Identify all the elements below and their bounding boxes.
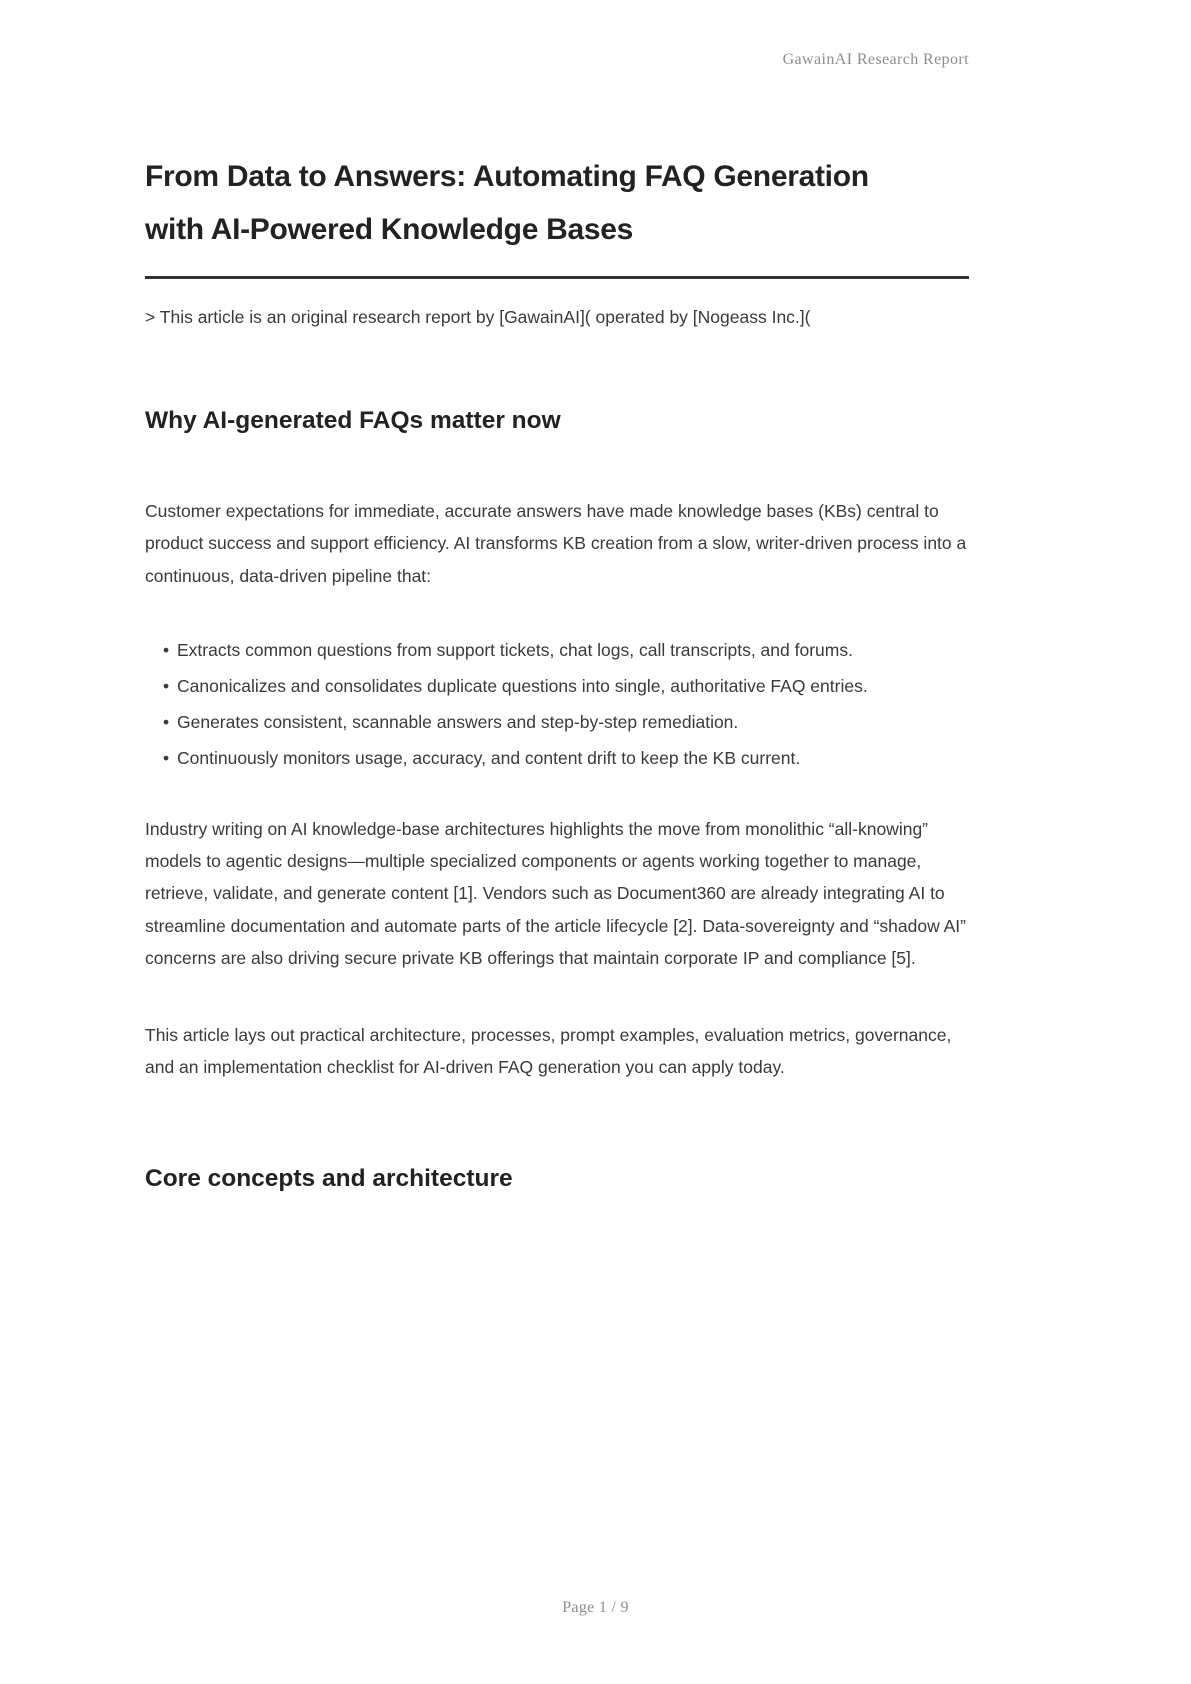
title-divider	[145, 276, 969, 279]
list-item: • Canonicalizes and consolidates duplicate questions into single, authoritative FAQ entries.	[163, 670, 969, 702]
section-heading-core-concepts: Core concepts and architecture	[145, 1165, 513, 1193]
pipeline-bullet-list	[145, 634, 969, 774]
list-item: • Continuously monitors usage, accuracy, and content drift to keep the KB current.	[163, 742, 969, 774]
article-title: From Data to Answers: Automating FAQ Generation with AI-Powered Knowledge Bases	[145, 160, 869, 246]
section-heading-why-faqs-matter: Why AI-generated FAQs matter now	[145, 407, 561, 434]
list-item: • Extracts common questions from support tickets, chat logs, call transcripts, and forums.	[163, 634, 969, 666]
page-header	[0, 0, 1191, 70]
industry-paragraph: Industry writing on AI knowledge-base architectures highlights the move from monolithic “all-knowing” models to agentic designs—multiple specialized components or agents working together to manage, retrieve, validate, and generate content [1]. Vendors such as Document360 are already integrating AI to streamline documentation and automate parts of the article lifecycle [2]. Data-sovereignty and “shadow AI” concerns are also driving secure private KB offerings that maintain corporate IP and compliance [5].	[145, 818, 966, 969]
article-content	[145, 150, 969, 1197]
page-number-label: Page 1 / 9	[562, 1599, 629, 1616]
report-title-label: GawainAI Research Report	[782, 51, 969, 68]
intro-paragraph: Customer expectations for immediate, accurate answers have made knowledge bases (KBs) central to product success and support efficiency. AI transforms KB creation from a slow, writer-driven process into a continuous, data-driven pipeline that:	[145, 501, 967, 586]
list-item: • Generates consistent, scannable answers and step-by-step remediation.	[163, 706, 969, 738]
closing-paragraph: This article lays out practical architecture, processes, prompt examples, evaluation metrics, governance, and an implementation checklist for AI-driven FAQ generation you can apply today.	[145, 1024, 952, 1078]
byline-quote: > This article is an original research report by [GawainAI]( operated by [Nogeass Inc.](	[145, 307, 811, 327]
section-why-faqs-matter	[145, 403, 969, 1083]
section-core-concepts	[145, 1161, 969, 1197]
page-footer	[0, 1598, 1191, 1618]
